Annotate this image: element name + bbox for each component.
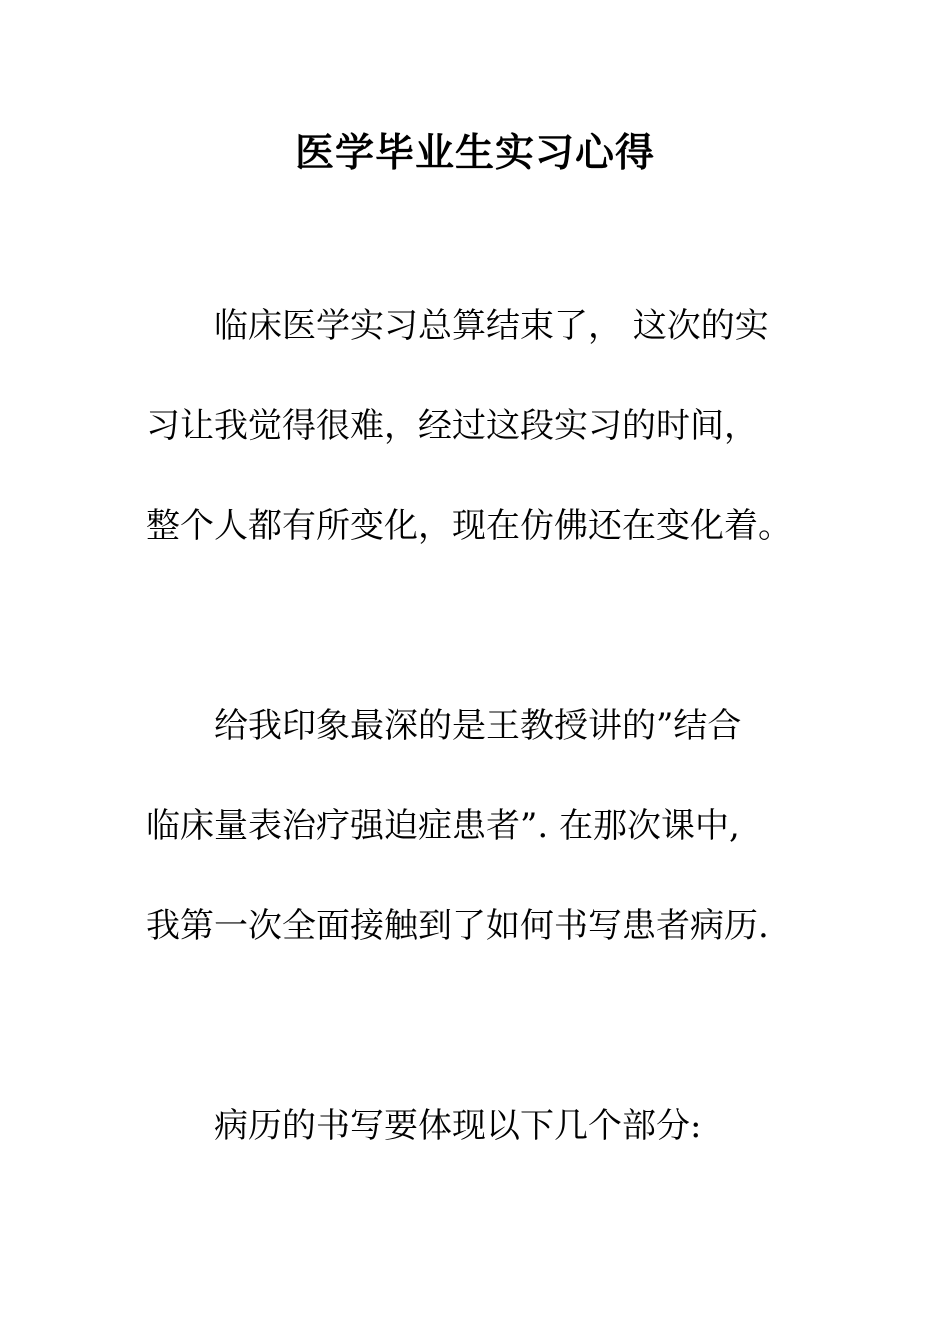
- paragraph-line: 整个人都有所变化，现在仿佛还在变化着。: [146, 506, 792, 546]
- paragraph-line: 给我印象最深的是王教授讲的”结合: [214, 706, 742, 746]
- document-title: 医学毕业生实习心得: [294, 130, 655, 176]
- paragraph-line: 临床医学实习总算结束了， 这次的实: [214, 306, 769, 346]
- paragraph-line: 临床量表治疗强迫症患者”. 在那次课中,: [146, 806, 740, 846]
- paragraph-line: 习让我觉得很难，经过这段实习的时间，: [146, 406, 758, 446]
- paragraph-line: 我第一次全面接触到了如何书写患者病历.: [146, 906, 769, 946]
- paragraph-line: 病历的书写要体现以下几个部分:: [214, 1106, 702, 1146]
